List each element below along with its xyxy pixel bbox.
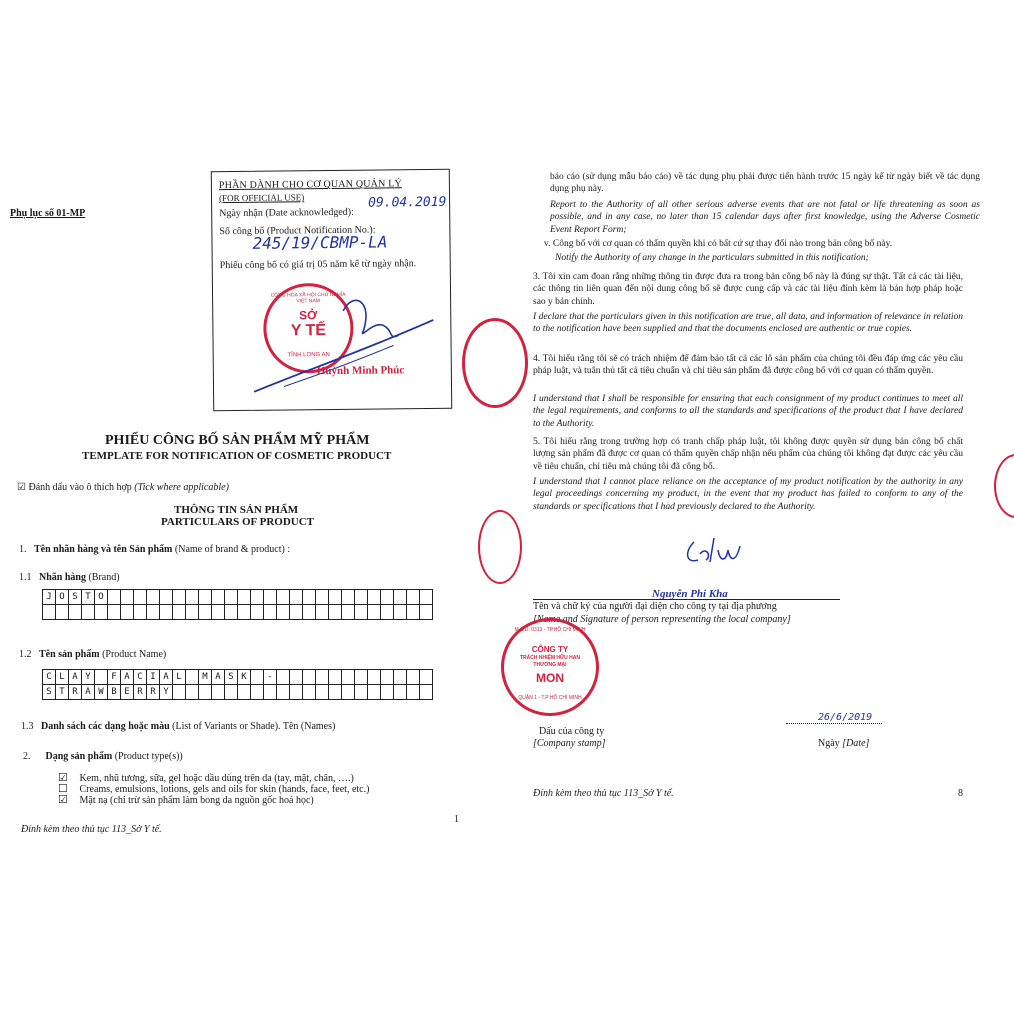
letter-cell xyxy=(342,670,355,685)
type-checkbox-icon: ☑ xyxy=(58,772,68,784)
notification-number-value: 245/19/CBMP-LA xyxy=(252,232,388,253)
letter-cell xyxy=(134,590,147,605)
letter-cell xyxy=(355,605,368,620)
validity-note: Phiếu công bố có giá trị 05 năm kể từ ngày nhận. xyxy=(219,258,417,272)
date-label-vi: Ngày xyxy=(818,738,840,749)
letter-cell xyxy=(420,685,433,700)
letter-cell xyxy=(173,590,186,605)
item-1-2-number: 1.2 xyxy=(19,649,32,660)
letter-cell: Y xyxy=(160,685,173,700)
brand-grid-row xyxy=(43,605,433,620)
letter-cell xyxy=(160,605,173,620)
letter-cell: T xyxy=(82,590,95,605)
product-type-item xyxy=(58,772,369,783)
signature-label-en: [Name and Signature of person representing the local company] xyxy=(533,614,791,625)
letter-cell xyxy=(160,590,173,605)
clause-5: 5. Tôi hiểu rằng trong trường hợp có tranh chấp pháp luật, tôi không được quyền sử dụng bản công bố chất lượng sản phẩm đã được cơ quan có thẩm quyền chấp nhận nếu phẩm của chúng tôi không đạt được các yêu cầu về tiêu chuẩn, chỉ tiêu mà chúng tôi đã công bố. xyxy=(533,437,963,472)
letter-cell xyxy=(303,590,316,605)
clause-4-en: I understand that I shall be responsible for ensuring that each consignment of my product continues to meet all the legal requirements, and conforms to all the standards and specifications of the product that I have declared to the Authority. xyxy=(533,394,963,429)
item-1-en: (Name of brand & product) : xyxy=(174,544,291,555)
letter-cell xyxy=(173,605,186,620)
letter-cell xyxy=(290,605,303,620)
letter-cell xyxy=(147,590,160,605)
item-1-3-number: 1.3 xyxy=(21,721,34,732)
company-stamp-label: Dấu của công ty xyxy=(539,726,605,737)
letter-cell xyxy=(342,605,355,620)
signature-label: Tên và chữ ký của người đại diện cho công ty tại địa phương xyxy=(533,601,777,612)
section-title-vi: THÔNG TIN SẢN PHẨM xyxy=(174,504,299,516)
letter-cell xyxy=(225,590,238,605)
item-2-en: (Product type(s)) xyxy=(114,751,183,762)
letter-cell xyxy=(329,605,342,620)
checked-box-icon: ☑ xyxy=(17,482,26,493)
item-2-number: 2. xyxy=(23,751,31,762)
letter-cell: L xyxy=(56,670,69,685)
clause-3: 3. Tôi xin cam đoan rằng những thông tin được đưa ra trong bản công bố này là đúng sự thật. Tất cả các tài liệu, các thông tin liên quan đến nội dung công bố sẽ được cung cấp và các tài liệu đính kèm là bản hợp pháp hoặc sao y bản chính. xyxy=(533,272,963,307)
product-name-grid xyxy=(42,669,433,700)
letter-cell xyxy=(407,670,420,685)
letter-cell xyxy=(264,605,277,620)
letter-cell: L xyxy=(173,670,186,685)
item-1-2-en: (Product Name) xyxy=(102,649,167,660)
letter-cell: A xyxy=(69,670,82,685)
tick-note-en: (Tick where applicable) xyxy=(134,482,229,493)
clause-v-en: Notify the Authority of any change in the particulars submitted in this notification; xyxy=(555,253,869,263)
stamp-top-text: CỘNG HÒA XÃ HỘI CHỦ NGHĨA VIỆT NAM xyxy=(270,291,346,305)
letter-cell xyxy=(394,605,407,620)
letter-cell xyxy=(316,685,329,700)
letter-cell xyxy=(277,670,290,685)
letter-cell xyxy=(199,605,212,620)
company-stamp-label-en: [Company stamp] xyxy=(533,738,606,749)
item-1-label: Tên nhãn hàng và tên Sản phẩm xyxy=(34,544,173,555)
item-2 xyxy=(23,751,183,763)
official-box-subtitle: (FOR OFFICIAL USE) xyxy=(218,192,305,204)
representative-name: Nguyễn Phi Kha xyxy=(652,588,728,600)
tick-note xyxy=(17,482,229,494)
letter-cell xyxy=(95,670,108,685)
letter-cell xyxy=(251,670,264,685)
official-box-title: PHẦN DÀNH CHO CƠ QUAN QUẢN LÝ xyxy=(218,178,402,192)
signature-line xyxy=(533,599,840,600)
letter-cell xyxy=(407,605,420,620)
date-acknowledged-value: 09.04.2019 xyxy=(368,194,447,211)
letter-cell xyxy=(225,605,238,620)
letter-cell xyxy=(368,590,381,605)
letter-cell xyxy=(381,605,394,620)
date-label-en: [Date] xyxy=(842,738,870,749)
letter-cell xyxy=(277,590,290,605)
type-checkbox-icon: ☑ xyxy=(58,794,68,806)
letter-cell xyxy=(69,605,82,620)
brand-grid xyxy=(42,589,433,620)
letter-cell xyxy=(186,670,199,685)
letter-cell xyxy=(290,590,303,605)
letter-cell: K xyxy=(238,670,251,685)
item-1-2-label: Tên sản phẩm xyxy=(39,649,100,660)
product-type-item xyxy=(58,783,369,794)
letter-cell xyxy=(407,685,420,700)
letter-cell xyxy=(199,685,212,700)
letter-cell: A xyxy=(121,670,134,685)
letter-cell xyxy=(290,670,303,685)
letter-cell xyxy=(368,605,381,620)
notification-number-label: Số công bố (Product Notification No.): xyxy=(219,224,376,238)
clause-5-en: I understand that I cannot place reliance on the acceptance of my product notification by the authority in any legal proceedings concerning my product, in the event that my product has failed to conform to any of the standards or specifications that I had previously declared to the Authority. xyxy=(533,477,963,512)
letter-cell: F xyxy=(108,670,121,685)
letter-cell: T xyxy=(56,685,69,700)
letter-cell xyxy=(147,605,160,620)
item-1-1-en: (Brand) xyxy=(88,572,120,583)
letter-cell xyxy=(329,670,342,685)
edge-stamp-partial-2 xyxy=(478,510,522,584)
company-stamp-line-1: CÔNG TY xyxy=(531,645,569,654)
letter-cell xyxy=(212,605,225,620)
stamp-main-text-2: Y TẾ xyxy=(290,322,327,340)
letter-cell xyxy=(277,685,290,700)
appendix-label: Phụ lục số 01-MP xyxy=(10,208,86,219)
letter-cell xyxy=(316,590,329,605)
letter-cell xyxy=(381,670,394,685)
letter-cell xyxy=(394,590,407,605)
letter-cell: M xyxy=(199,670,212,685)
item-1-3 xyxy=(21,721,335,733)
letter-cell xyxy=(277,605,290,620)
item-1-1 xyxy=(19,572,120,584)
clause-3-en: I declare that the particulars given in this notification are true, all data, and information of relevance in relation to the notification have been supplied and that the documents enclosed are authentic or true copies. xyxy=(533,312,963,335)
letter-cell xyxy=(316,670,329,685)
letter-cell: C xyxy=(43,670,56,685)
representative-signature xyxy=(680,532,760,572)
far-edge-stamp-partial xyxy=(994,454,1014,518)
letter-cell xyxy=(134,605,147,620)
letter-cell xyxy=(82,605,95,620)
letter-cell xyxy=(238,590,251,605)
letter-cell xyxy=(329,590,342,605)
letter-cell xyxy=(290,685,303,700)
letter-cell xyxy=(225,685,238,700)
letter-cell xyxy=(43,605,56,620)
clause-4: 4. Tôi hiểu rằng tôi sẽ có trách nhiệm để đảm bảo tất cả các lô sản phẩm của chúng tôi đều đáp ứng các yêu cầu pháp luật, và tuân thủ tất cả tiêu chuẩn và chỉ tiêu sản phẩm đã được công bố với cơ quan có thẩm quyền. xyxy=(533,354,963,377)
letter-cell xyxy=(199,590,212,605)
letter-cell xyxy=(381,685,394,700)
letter-cell: I xyxy=(147,670,160,685)
form-title-en: TEMPLATE FOR NOTIFICATION OF COSMETIC PRODUCT xyxy=(82,450,392,462)
item-1-3-en: (List of Variants or Shade). Tên (Names) xyxy=(172,721,336,732)
letter-cell: S xyxy=(225,670,238,685)
letter-cell: R xyxy=(147,685,160,700)
type-text: Mặt nạ (chỉ trừ sản phẩm làm bong da nguồn gốc hoá học) xyxy=(79,795,314,806)
letter-cell xyxy=(56,605,69,620)
letter-cell xyxy=(394,670,407,685)
company-stamp-line-3: THƯƠNG MẠI xyxy=(533,662,567,668)
letter-cell xyxy=(264,685,277,700)
date-acknowledged-label: Ngày nhận (Date acknowledged): xyxy=(219,206,354,220)
item-2-label: Dạng sản phẩm xyxy=(45,751,113,762)
clause-v: v. Công bố với cơ quan có thẩm quyền khi có bất cứ sự thay đổi nào trong bản công bố này. xyxy=(544,239,893,249)
letter-cell: A xyxy=(212,670,225,685)
letter-cell xyxy=(407,590,420,605)
letter-cell xyxy=(186,605,199,620)
letter-cell xyxy=(186,590,199,605)
right-footer: Đính kèm theo thủ tục 113_Sở Y tế. xyxy=(533,788,674,799)
type-text: Kem, nhũ tương, sữa, gel hoặc dầu dùng trên da (tay, mặt, chân, ….) xyxy=(79,773,354,784)
letter-cell xyxy=(251,590,264,605)
letter-cell xyxy=(186,685,199,700)
brand-grid-row xyxy=(43,590,433,605)
letter-cell xyxy=(108,605,121,620)
left-page-number: 1 xyxy=(454,814,459,825)
letter-cell xyxy=(108,590,121,605)
letter-cell: A xyxy=(82,685,95,700)
item-1-1-label: Nhãn hàng xyxy=(39,572,86,583)
letter-cell xyxy=(121,605,134,620)
signing-date-value: 26/6/2019 xyxy=(818,712,873,723)
type-checkbox-icon: ☐ xyxy=(58,783,68,795)
letter-cell xyxy=(342,590,355,605)
company-stamp-top-text: M.S.D: 0313 - TP.HỒ CHÍ MINH xyxy=(514,627,586,633)
left-footer: Đính kèm theo thủ tục 113_Sở Y tế. xyxy=(21,824,162,835)
stamp-bottom-text: TỈNH LONG AN xyxy=(287,352,330,359)
letter-cell: J xyxy=(43,590,56,605)
letter-cell: O xyxy=(56,590,69,605)
item-1-2 xyxy=(19,649,166,661)
letter-cell xyxy=(420,605,433,620)
form-title-vi: PHIẾU CÔNG BỐ SẢN PHẨM MỸ PHẨM xyxy=(105,433,370,448)
section-title-en: PARTICULARS OF PRODUCT xyxy=(161,516,315,528)
official-use-box xyxy=(211,169,453,411)
intro-paragraph-en: Report to the Authority of all other serious adverse events that are not fatal or life threatening as soon as possible, and in any case, no later than 15 calendar days after first knowledge, using the Adverse Cosmetic Event Report Form; xyxy=(550,200,980,235)
letter-cell xyxy=(95,605,108,620)
date-label xyxy=(818,738,869,750)
letter-cell xyxy=(368,685,381,700)
letter-cell xyxy=(251,685,264,700)
letter-cell xyxy=(355,590,368,605)
letter-cell: S xyxy=(43,685,56,700)
letter-cell: B xyxy=(108,685,121,700)
stamp-main-text-1: SỞ xyxy=(299,308,318,323)
letter-cell: S xyxy=(69,590,82,605)
company-stamp-bottom-text: QUẬN 1 - T.P HỒ CHÍ MINH xyxy=(518,695,582,701)
letter-cell xyxy=(381,590,394,605)
letter-cell: Y xyxy=(82,670,95,685)
item-1-number: 1. xyxy=(19,544,27,555)
item-1-1-number: 1.1 xyxy=(19,572,32,583)
company-stamp-line-4: MON xyxy=(536,671,564,685)
letter-cell: C xyxy=(134,670,147,685)
item-1 xyxy=(19,544,290,556)
letter-cell xyxy=(394,685,407,700)
company-stamp-line-2: TRÁCH NHIỆM HỮU HẠN xyxy=(520,655,580,661)
letter-cell: O xyxy=(95,590,108,605)
official-signer-name: Huỳnh Minh Phúc xyxy=(316,364,405,378)
letter-cell xyxy=(303,670,316,685)
letter-cell xyxy=(420,590,433,605)
product-type-list xyxy=(58,772,369,805)
letter-cell: - xyxy=(264,670,277,685)
letter-cell xyxy=(355,685,368,700)
letter-cell xyxy=(251,605,264,620)
item-1-3-label: Danh sách các dạng hoặc màu xyxy=(41,721,170,732)
letter-cell xyxy=(303,605,316,620)
letter-cell xyxy=(212,590,225,605)
letter-cell xyxy=(238,685,251,700)
letter-cell xyxy=(121,590,134,605)
letter-cell xyxy=(355,670,368,685)
letter-cell xyxy=(368,670,381,685)
letter-cell: E xyxy=(121,685,134,700)
letter-cell xyxy=(264,590,277,605)
product-type-item xyxy=(58,794,369,805)
letter-cell xyxy=(316,605,329,620)
letter-cell xyxy=(238,605,251,620)
intro-paragraph: báo cáo (sử dụng mẫu báo cáo) về tác dụng phụ phải được tiến hành trước 15 ngày kể từ ngày biết về tác dụng dụng phụ này. xyxy=(550,172,980,195)
company-stamp xyxy=(501,618,599,716)
letter-cell xyxy=(342,685,355,700)
letter-cell: A xyxy=(160,670,173,685)
letter-cell: R xyxy=(134,685,147,700)
letter-cell: W xyxy=(95,685,108,700)
edge-stamp-partial xyxy=(462,318,528,408)
letter-cell: R xyxy=(69,685,82,700)
product-grid-row xyxy=(43,670,433,685)
right-page-number: 8 xyxy=(958,788,963,799)
product-grid-row xyxy=(43,685,433,700)
official-signature xyxy=(243,280,444,402)
date-line xyxy=(786,723,882,724)
letter-cell xyxy=(212,685,225,700)
letter-cell xyxy=(173,685,186,700)
letter-cell xyxy=(420,670,433,685)
letter-cell xyxy=(303,685,316,700)
type-text: Creams, emulsions, lotions, gels and oils for skin (hands, face, feet, etc.) xyxy=(79,784,370,795)
tick-note-vi: Đánh dấu vào ô thích hợp xyxy=(28,482,132,493)
letter-cell xyxy=(329,685,342,700)
